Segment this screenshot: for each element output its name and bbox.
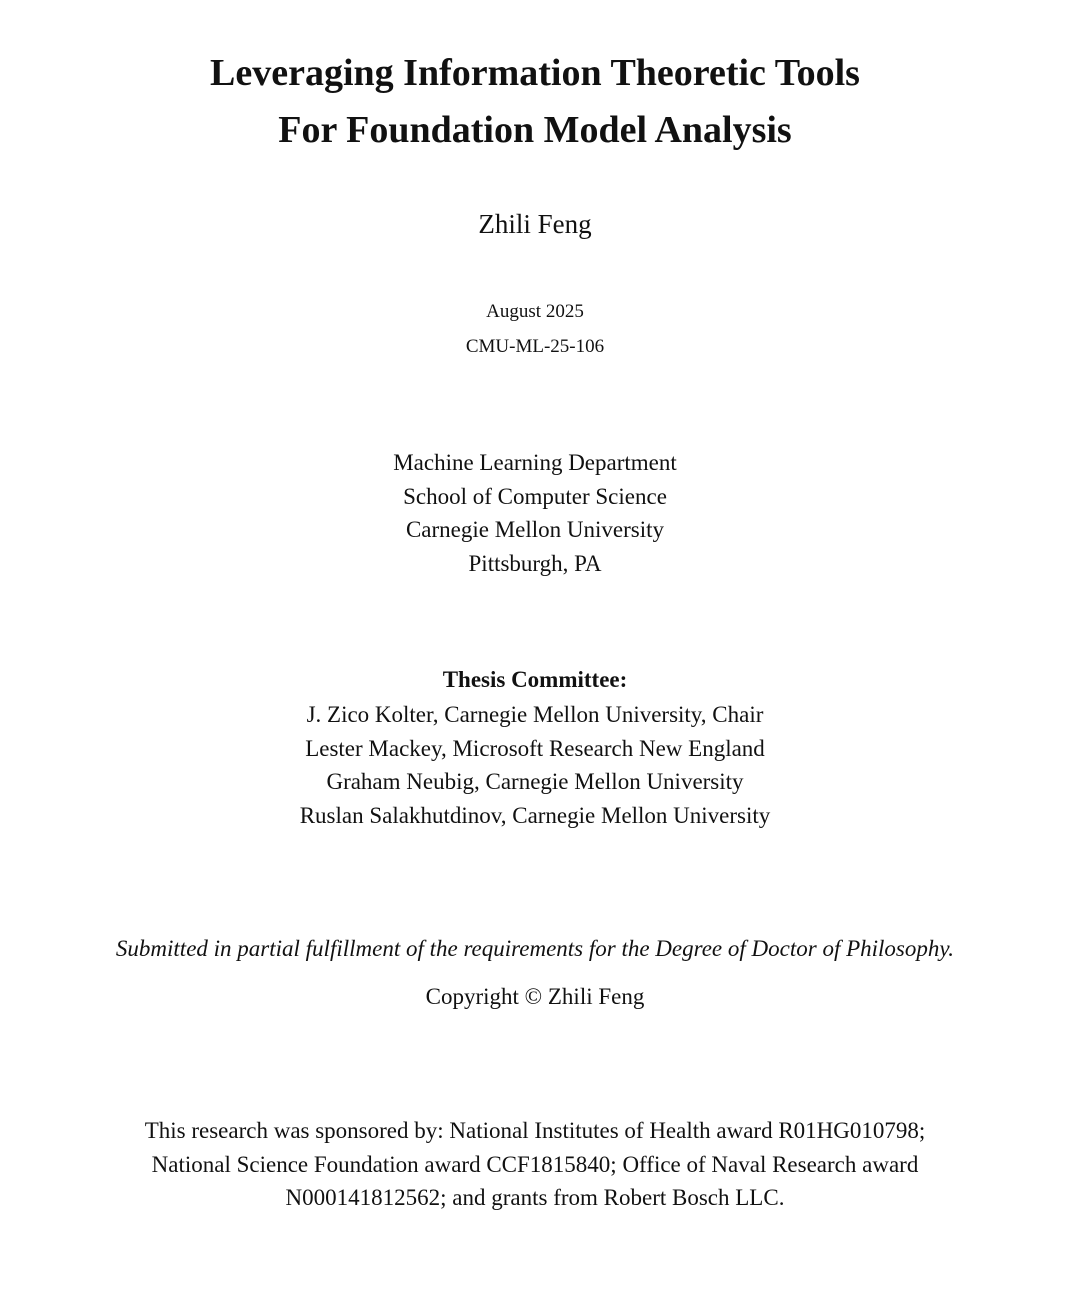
sponsorship-line: N000141812562; and grants from Robert Bosch LLC. xyxy=(285,1185,785,1210)
affiliation-location: Pittsburgh, PA xyxy=(468,551,602,576)
title-line-1: Leveraging Information Theoretic Tools xyxy=(210,52,860,94)
committee-member: J. Zico Kolter, Carnegie Mellon University, Chair xyxy=(306,702,764,727)
report-number: CMU-ML-25-106 xyxy=(465,336,605,357)
committee-member: Graham Neubig, Carnegie Mellon University xyxy=(326,769,744,794)
date: August 2025 xyxy=(486,301,584,322)
affiliation-department: Machine Learning Department xyxy=(393,450,677,475)
affiliation-university: Carnegie Mellon University xyxy=(405,517,665,542)
copyright-notice: Copyright © Zhili Feng xyxy=(425,984,645,1009)
author-name: Zhili Feng xyxy=(478,209,592,239)
submission-statement: Submitted in partial fulfillment of the requirements for the Degree of Doctor of Philosophy. xyxy=(115,936,955,961)
affiliation-school: School of Computer Science xyxy=(403,484,667,509)
sponsorship-line: This research was sponsored by: National Institutes of Health award R01HG010798; xyxy=(144,1118,926,1143)
sponsorship-line: National Science Foundation award CCF1815840; Office of Naval Research award xyxy=(151,1152,919,1177)
committee-member: Ruslan Salakhutdinov, Carnegie Mellon University xyxy=(299,803,771,828)
title-line-2: For Foundation Model Analysis xyxy=(278,109,792,151)
committee-heading: Thesis Committee: xyxy=(442,667,628,692)
committee-member: Lester Mackey, Microsoft Research New England xyxy=(305,736,765,761)
